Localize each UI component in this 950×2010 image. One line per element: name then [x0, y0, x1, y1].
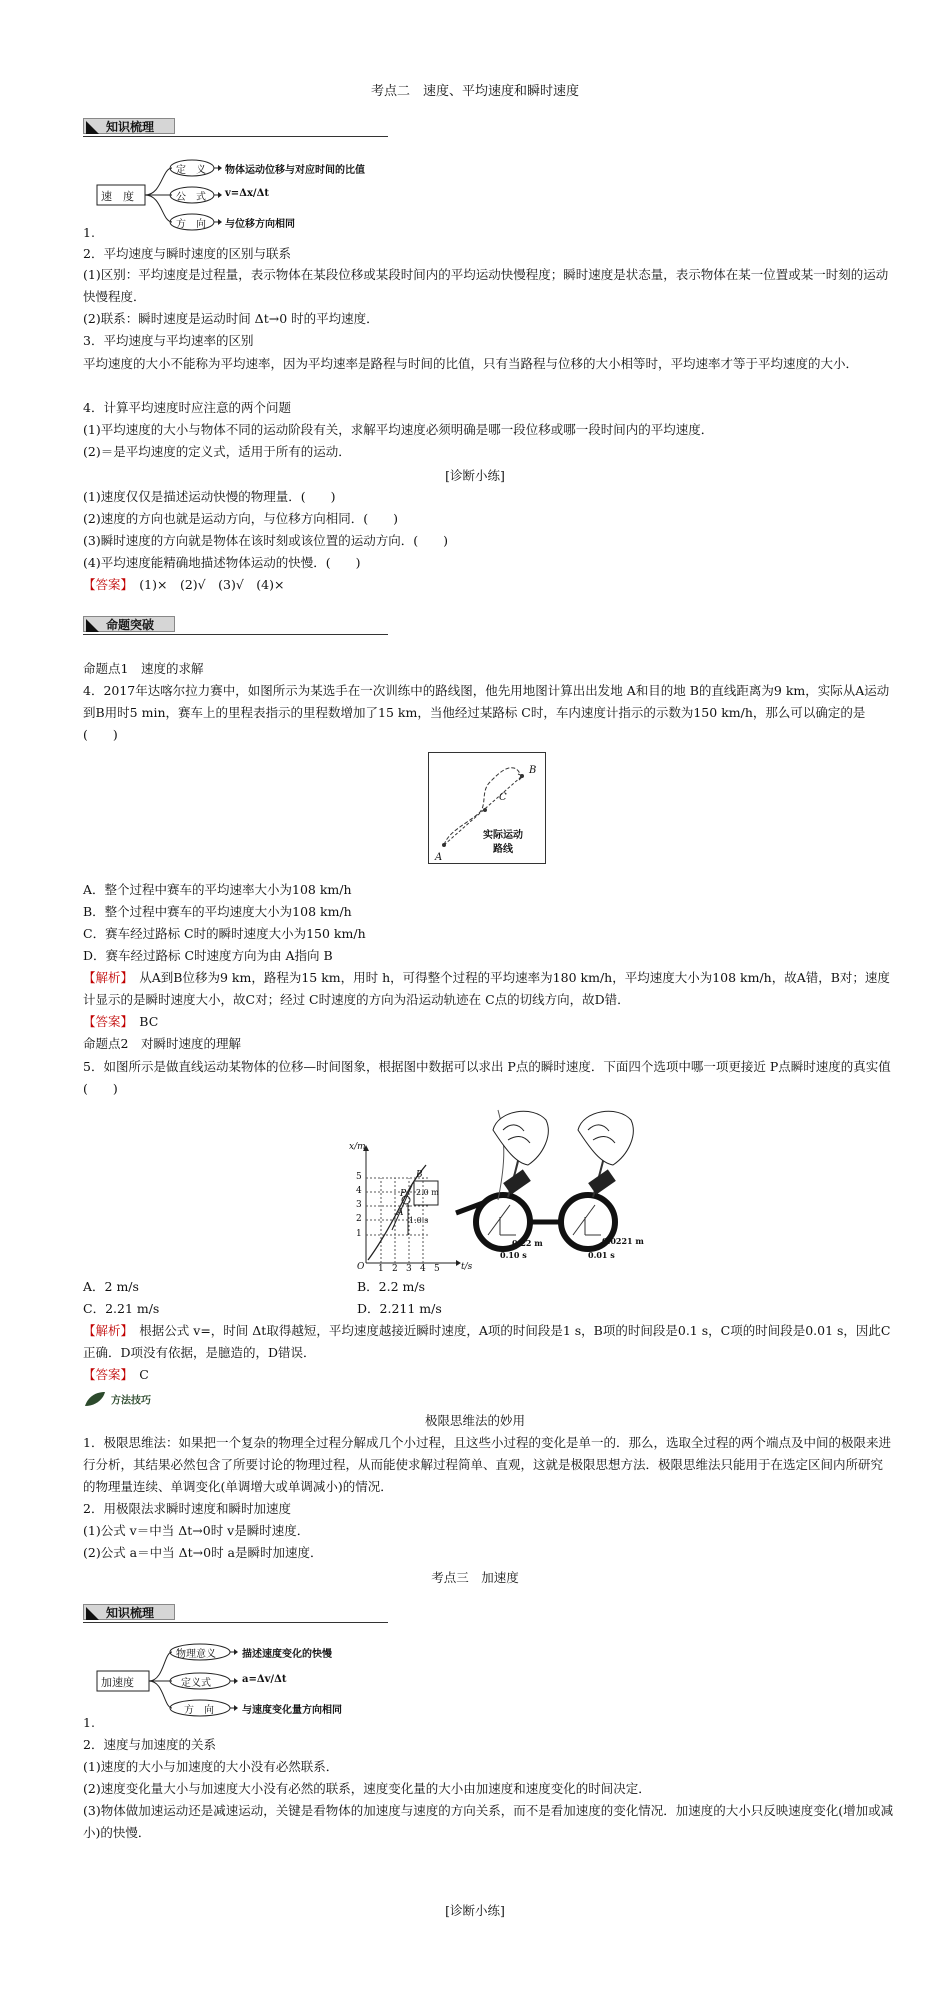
- xtick: 1: [378, 1264, 384, 1274]
- xtick: 4: [420, 1264, 426, 1274]
- mindmap-desc: 物体运动位移与对应时间的比值: [225, 165, 365, 176]
- ytick: 5: [356, 1172, 362, 1182]
- quiz-item: (1)速度仅仅是描述运动快慢的物理量．( ): [83, 489, 336, 504]
- command-banner: 命题突破: [83, 616, 388, 635]
- analysis: 【解析】 从A到B位移为9 km，路程为15 km，用时 h，可得整个过程的平均速率为180 km/h，平均速度大小为108 km/h，故A错，B对；速度计显示的是瞬时速度大小，故C对；经过 C时速度的方向为沿运动轨迹在 C点的切线方向，故D错．: [83, 970, 890, 1007]
- diagnosis-title-2: [诊断小练]: [445, 1903, 505, 1918]
- point-P-label: P: [400, 1189, 407, 1199]
- subtopic-title: 命题点1 速度的求解: [83, 661, 204, 676]
- paragraph: (2)＝是平均速度的定义式，适用于所有的运动．: [83, 444, 351, 459]
- answer-line: 【答案】 (1)× (2)√ (3)√ (4)×: [83, 577, 285, 592]
- quiz-item: (3)瞬时速度的方向就是物体在该时刻或该位置的运动方向．( ): [83, 533, 448, 548]
- mag2-dx: 0.0221 m: [602, 1236, 644, 1246]
- method-badge: 方法技巧: [83, 1390, 151, 1408]
- mindmap-node: 物理意义: [176, 1649, 216, 1660]
- fig-label-B: B: [529, 765, 537, 776]
- paragraph: (3)物体做加速运动还是减速运动，关键是看物体的加速度与速度的方向关系，而不是看加速度的变化情况．加速度的大小只反映速度变化(增加或减小)的快慢．: [83, 1803, 894, 1840]
- banner-triangle-icon: [86, 121, 99, 134]
- diagnosis-title: [诊断小练]: [445, 468, 505, 483]
- xtick: O: [357, 1262, 365, 1272]
- question-5: 5．如图所示是做直线运动某物体的位移—时间图象，根据图中数据可以求出 P点的瞬时速度．下面四个选项中哪一项更接近 P点瞬时速度的真实值( ): [83, 1059, 891, 1096]
- paragraph: 平均速度的大小不能称为平均速率，因为平均速率是路程与时间的比值，只有当路程与位移的大小相等时，平均速率才等于平均速度的大小．: [83, 356, 859, 371]
- method-title: 极限思维法的妙用: [424, 1413, 525, 1428]
- item-1: 1.: [83, 1715, 95, 1730]
- option-5c: C．2.21 m/s: [83, 1301, 160, 1316]
- fig-caption: 路线: [493, 844, 513, 855]
- xtick: 5: [434, 1264, 440, 1274]
- paragraph: 1．极限思维法：如果把一个复杂的物理全过程分解成几个小过程，且这些小过程的变化是单一的．那么，选取全过程的两个端点及中间的极限来进行分析，其结果必然包含了所要讨论的物理过程，从而能使求解过程简单、直观，这就是极限思想方法．极限思维法只能用于在选定区间内所研究的物理量连续、单调变化(单调增大或单调减小)的情况．: [83, 1435, 891, 1494]
- xtick: 2: [392, 1264, 398, 1274]
- ytick: 1: [356, 1229, 362, 1239]
- mindmap-node: 方 向: [176, 219, 206, 230]
- ytick: 3: [356, 1200, 362, 1210]
- option-5b: B．2.2 m/s: [357, 1279, 426, 1294]
- mindmap-node: 定义式: [181, 1678, 211, 1689]
- knowledge-banner: 知识梳理: [83, 118, 388, 137]
- mindmap-node: 方 向: [184, 1705, 214, 1716]
- mag1-dx: 0.22 m: [512, 1238, 543, 1248]
- quiz-item: (4)平均速度能精确地描述物体运动的快慢．( ): [83, 555, 361, 570]
- item-2: 2．速度与加速度的关系: [83, 1737, 216, 1752]
- quiz-item: (2)速度的方向也就是运动方向，与位移方向相同．( ): [83, 511, 398, 526]
- paragraph: (1)公式 v＝中当 Δt→0时 v是瞬时速度．: [83, 1523, 310, 1538]
- answer-line: 【答案】 BC: [83, 1014, 159, 1029]
- option-a: A．整个过程中赛车的平均速率大小为108 km/h: [83, 882, 352, 897]
- option-c: C．赛车经过路标 C时的瞬时速度大小为150 km/h: [83, 926, 366, 941]
- mindmap-desc: 与速度变化量方向相同: [242, 1705, 342, 1716]
- mindmap-desc: 与位移方向相同: [225, 219, 295, 230]
- option-b: B．整个过程中赛车的平均速度大小为108 km/h: [83, 904, 352, 919]
- option-5a: A．2 m/s: [83, 1279, 139, 1294]
- subtopic-title: 命题点2 对瞬时速度的理解: [83, 1036, 241, 1051]
- point-A-label: A: [397, 1208, 404, 1218]
- paragraph: (2)公式 a＝中当 Δt→0时 a是瞬时加速度．: [83, 1545, 323, 1560]
- paragraph: (2)速度变化量大小与加速度大小没有必然的联系，速度变化量的大小由加速度和速度变化的时间决定．: [83, 1781, 651, 1796]
- item-1: 1.: [83, 225, 95, 240]
- ytick: 4: [356, 1186, 362, 1196]
- option-5d: D．2.211 m/s: [357, 1301, 442, 1316]
- leaf-icon: [83, 1390, 107, 1408]
- item-3: 3．平均速度与平均速率的区别: [83, 333, 254, 348]
- banner-triangle-icon: [86, 1607, 99, 1620]
- paragraph: (1)区别：平均速度是过程量，表示物体在某段位移或某段时间内的平均运动快慢程度；瞬时速度是状态量，表示物体在某一位置或某一时刻的运动快慢程度．: [83, 267, 889, 304]
- axis-ylabel: x/m: [349, 1142, 366, 1152]
- paragraph: 2．用极限法求瞬时速度和瞬时加速度: [83, 1501, 291, 1516]
- knowledge-banner-2: 知识梳理: [83, 1604, 388, 1623]
- option-d: D．赛车经过路标 C时速度方向为由 A指向 B: [83, 948, 333, 963]
- ytick: 2: [356, 1214, 362, 1224]
- paragraph: (2)联系：瞬时速度是运动时间 Δt→0 时的平均速度．: [83, 311, 379, 326]
- analysis-2: 【解析】 根据公式 v=，时间 Δt取得越短，平均速度越接近瞬时速度，A项的时间段是1 s，B项的时间段是0.1 s，C项的时间段是0.01 s，因此C正确．D项没有依据，是臆造的，D错误．: [83, 1323, 891, 1360]
- mag1-dt: 0.10 s: [500, 1250, 527, 1260]
- mindmap-desc: a=Δv/Δt: [242, 1674, 287, 1685]
- fig-caption: 实际运动: [483, 830, 523, 841]
- delta-t-label: 1.0 s: [409, 1216, 429, 1225]
- xtick: 3: [406, 1264, 412, 1274]
- fig-label-A: A: [435, 852, 443, 863]
- mindmap-desc: 描述速度变化的快慢: [242, 1649, 332, 1660]
- fig-label-C: C: [499, 792, 507, 803]
- section-title-2: 考点二 速度、平均速度和瞬时速度: [370, 84, 579, 99]
- point-B-label: B: [416, 1170, 423, 1180]
- paragraph: (1)速度的大小与加速度的大小没有必然联系．: [83, 1759, 339, 1774]
- mag2-dt: 0.01 s: [588, 1250, 615, 1260]
- answer-line-2: 【答案】 C: [83, 1367, 149, 1382]
- axis-xlabel: t/s: [461, 1262, 473, 1272]
- paragraph: (1)平均速度的大小与物体不同的运动阶段有关，求解平均速度必须明确是哪一段位移或哪一段时间内的平均速度．: [83, 422, 714, 437]
- item-2: 2．平均速度与瞬时速度的区别与联系: [83, 246, 291, 261]
- mindmap-desc: v=Δx/Δt: [225, 188, 269, 199]
- section-title-3: 考点三 加速度: [431, 1570, 519, 1585]
- item-4: 4．计算平均速度时应注意的两个问题: [83, 400, 291, 415]
- mindmap-node: 定 义: [176, 165, 206, 176]
- mindmap-center: 速 度: [101, 190, 134, 203]
- question-4: 4．2017年达喀尔拉力赛中，如图所示为某选手在一次训练中的路线图，他先用地图计算出出发地 A和目的地 B的直线距离为9 km，实际从A运动到B用时5 min，赛车上的里程表指示的里程数增加了15 km，当他经过某路标 C时，车内速度计指示的示数为150 km/h，那么可以确定的是( ): [83, 683, 890, 742]
- mindmap-node: 公 式: [176, 192, 206, 203]
- banner-triangle-icon: [86, 619, 99, 632]
- mindmap-center: 加速度: [101, 1676, 134, 1689]
- delta-x-label: 2.0 m: [416, 1188, 439, 1197]
